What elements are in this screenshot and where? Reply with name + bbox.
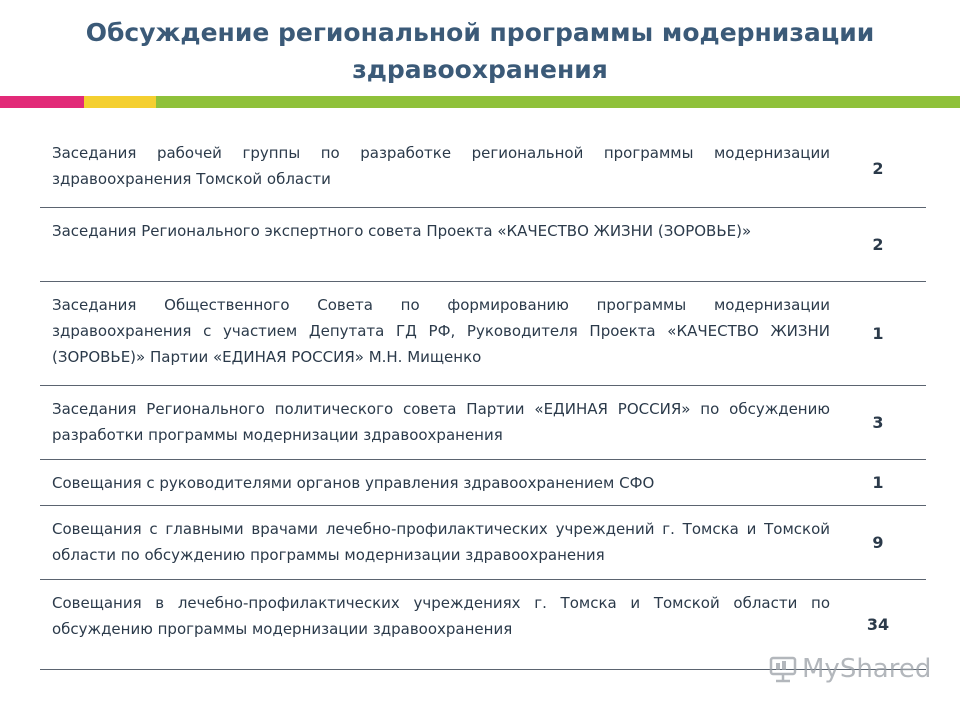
row-description: Заседания Регионального политического совета Партии «ЕДИНАЯ РОССИЯ» по обсуждению разработки программы модернизации здравоохранения [52, 400, 830, 444]
color-stripe [0, 96, 960, 108]
presentation-icon [768, 654, 798, 684]
stripe-pink [0, 96, 84, 108]
table-row [40, 208, 926, 282]
row-count: 1 [872, 473, 884, 492]
meetings-table [40, 130, 926, 670]
row-description: Совещания с руководителями органов управления здравоохранением СФО [52, 474, 655, 492]
table-row [40, 130, 926, 208]
page-title: Обсуждение региональной программы модернизации здравоохранения [85, 18, 875, 84]
stripe-yellow [84, 96, 156, 108]
watermark-text: MyShared [802, 654, 932, 684]
row-description: Заседания рабочей группы по разработке региональной программы модернизации здравоохранения Томской области [52, 144, 830, 188]
table-row [40, 282, 926, 386]
watermark [768, 654, 931, 684]
row-description: Заседания Общественного Совета по формированию программы модернизации здравоохранения с участием Депутата ГД РФ, Руководителя Проекта «КАЧЕСТВО ЖИЗНИ (ЗОРОВЬЕ)» Партии «ЕДИНАЯ РОССИЯ» М.Н. Мищенко [52, 296, 830, 366]
row-count: 2 [872, 159, 884, 178]
table-row [40, 506, 926, 580]
row-description: Заседания Регионального экспертного совета Проекта «КАЧЕСТВО ЖИЗНИ (ЗОРОВЬЕ)» [52, 222, 752, 240]
row-count: 34 [866, 615, 890, 634]
stripe-green [156, 96, 960, 108]
row-count: 9 [872, 533, 884, 552]
row-description: Совещания с главными врачами лечебно-профилактических учреждений г. Томска и Томской области по обсуждению программы модернизации здравоохранения [52, 520, 830, 564]
row-description: Совещания в лечебно-профилактических учреждениях г. Томска и Томской области по обсуждению программы модернизации здравоохранения [52, 594, 830, 638]
row-count: 1 [872, 324, 884, 343]
row-count: 3 [872, 413, 884, 432]
row-count: 2 [872, 235, 884, 254]
table-row [40, 460, 926, 506]
table-row [40, 386, 926, 460]
